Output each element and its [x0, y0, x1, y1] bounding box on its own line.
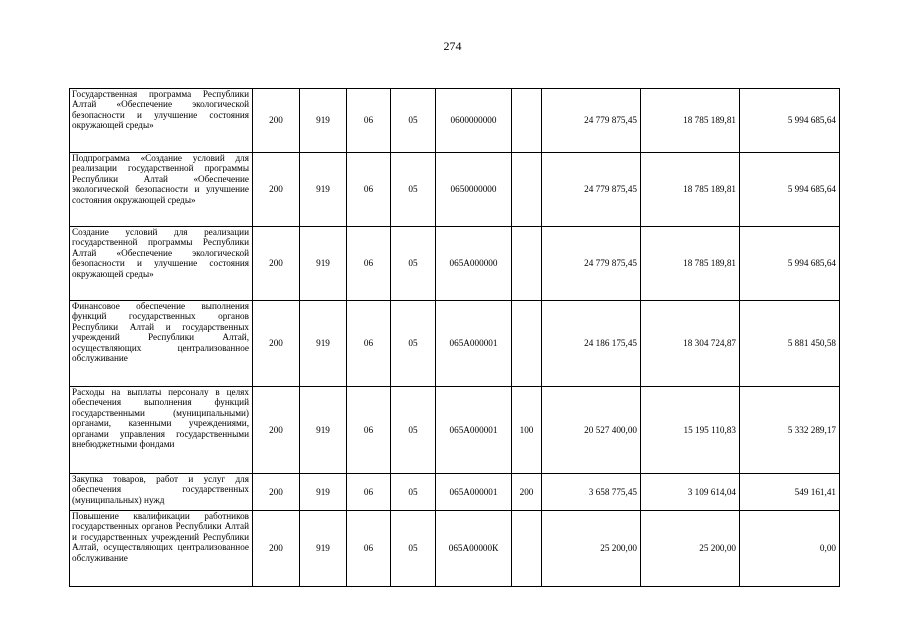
- cell-amount-1: 25 200,00: [542, 511, 641, 587]
- cell-col-b: 919: [300, 474, 347, 511]
- table-row: [70, 89, 840, 153]
- table-row: [70, 387, 840, 474]
- cell-col-d: 05: [391, 387, 436, 474]
- cell-col-a: 200: [253, 474, 300, 511]
- budget-table-body: [70, 89, 840, 587]
- cell-col-d: 05: [391, 301, 436, 387]
- cell-target-code: 0600000000: [436, 89, 512, 153]
- cell-col-b: 919: [300, 153, 347, 227]
- cell-col-a: 200: [253, 153, 300, 227]
- cell-col-c: 06: [347, 89, 391, 153]
- cell-col-a: 200: [253, 387, 300, 474]
- cell-col-d: 05: [391, 227, 436, 301]
- cell-col-a: 200: [253, 301, 300, 387]
- cell-amount-1: 24 779 875,45: [542, 227, 641, 301]
- table-row: [70, 153, 840, 227]
- cell-amount-2: 15 195 110,83: [641, 387, 740, 474]
- cell-amount-1: 20 527 400,00: [542, 387, 641, 474]
- cell-col-d: 05: [391, 511, 436, 587]
- cell-amount-3: 549 161,41: [740, 474, 840, 511]
- cell-target-code: 065А000001: [436, 387, 512, 474]
- cell-expense-type: [512, 89, 542, 153]
- cell-expense-type: [512, 153, 542, 227]
- cell-col-b: 919: [300, 511, 347, 587]
- cell-expense-type: [512, 227, 542, 301]
- cell-amount-2: 18 785 189,81: [641, 153, 740, 227]
- cell-col-c: 06: [347, 511, 391, 587]
- cell-amount-3: 5 881 450,58: [740, 301, 840, 387]
- cell-col-b: 919: [300, 301, 347, 387]
- cell-target-code: 065А00000К: [436, 511, 512, 587]
- row-name: Расходы на выплаты персоналу в целях обеспечения выполнения функций государственными (муниципальными) органами, казенными учреждениями, органами управления государственными внебюджетными фондами: [70, 387, 253, 474]
- row-name: Финансовое обеспечение выполнения функций государственных органов Республики Алтай и государственных учреждений Республики Алтай, осуществляющих централизованное обслуживание: [70, 301, 253, 387]
- cell-col-c: 06: [347, 387, 391, 474]
- cell-col-c: 06: [347, 301, 391, 387]
- cell-amount-2: 18 785 189,81: [641, 227, 740, 301]
- cell-col-b: 919: [300, 227, 347, 301]
- row-name: Создание условий для реализации государственной программы Республики Алтай «Обеспечение экологической безопасности и улучшение состояния окружающей среды»: [70, 227, 253, 301]
- cell-amount-3: 5 994 685,64: [740, 89, 840, 153]
- cell-col-c: 06: [347, 227, 391, 301]
- cell-col-b: 919: [300, 387, 347, 474]
- cell-col-d: 05: [391, 474, 436, 511]
- budget-table: [69, 88, 840, 587]
- cell-amount-2: 18 304 724,87: [641, 301, 740, 387]
- cell-col-d: 05: [391, 153, 436, 227]
- cell-amount-1: 24 186 175,45: [542, 301, 641, 387]
- table-row: [70, 474, 840, 511]
- cell-target-code: 0650000000: [436, 153, 512, 227]
- row-name: Государственная программа Республики Алтай «Обеспечение экологической безопасности и улучшение состояния окружающей среды»: [70, 89, 253, 153]
- cell-col-a: 200: [253, 511, 300, 587]
- cell-col-c: 06: [347, 474, 391, 511]
- cell-expense-type: 200: [512, 474, 542, 511]
- cell-col-d: 05: [391, 89, 436, 153]
- table-row: [70, 511, 840, 587]
- cell-col-b: 919: [300, 89, 347, 153]
- cell-amount-2: 3 109 614,04: [641, 474, 740, 511]
- cell-target-code: 065А000000: [436, 227, 512, 301]
- cell-amount-3: 5 994 685,64: [740, 153, 840, 227]
- cell-col-a: 200: [253, 89, 300, 153]
- row-name: Подпрограмма «Создание условий для реализации государственной программы Республики Алтай «Обеспечение экологической безопасности и улучшение состояния окружающей среды»: [70, 153, 253, 227]
- cell-expense-type: 100: [512, 387, 542, 474]
- cell-amount-1: 24 779 875,45: [542, 153, 641, 227]
- cell-amount-3: 5 994 685,64: [740, 227, 840, 301]
- row-name: Закупка товаров, работ и услуг для обеспечения государственных (муниципальных) нужд: [70, 474, 253, 511]
- cell-expense-type: [512, 301, 542, 387]
- table-row: [70, 227, 840, 301]
- cell-amount-2: 18 785 189,81: [641, 89, 740, 153]
- cell-amount-3: 5 332 289,17: [740, 387, 840, 474]
- cell-amount-1: 24 779 875,45: [542, 89, 641, 153]
- cell-expense-type: [512, 511, 542, 587]
- cell-col-a: 200: [253, 227, 300, 301]
- cell-amount-3: 0,00: [740, 511, 840, 587]
- cell-col-c: 06: [347, 153, 391, 227]
- page-number: 274: [443, 39, 462, 53]
- cell-target-code: 065А000001: [436, 474, 512, 511]
- table-row: [70, 301, 840, 387]
- row-name: Повышение квалификации работников государственных органов Республики Алтай и государственных учреждений Республики Алтай, осуществляющих централизованное обслуживание: [70, 511, 253, 587]
- cell-target-code: 065А000001: [436, 301, 512, 387]
- cell-amount-2: 25 200,00: [641, 511, 740, 587]
- cell-amount-1: 3 658 775,45: [542, 474, 641, 511]
